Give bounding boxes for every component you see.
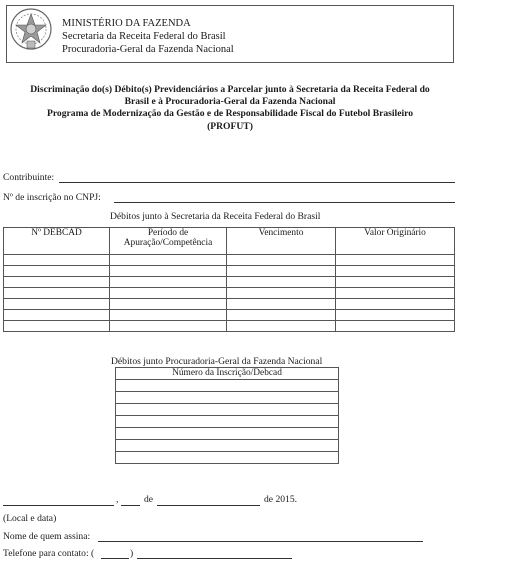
contribuinte-label: Contribuinte: xyxy=(3,172,55,183)
table-row[interactable] xyxy=(4,277,455,288)
ddd-field[interactable] xyxy=(101,558,129,559)
col-valor: Valor Originário xyxy=(336,228,455,255)
col-numero-inscricao: Número da Inscrição/Debcad xyxy=(116,368,339,380)
day-field[interactable] xyxy=(121,505,140,506)
title-line-1: Discriminação do(s) Débito(s) Previdenciários a Parcelar junto à Secretaria da Receita Federal do xyxy=(30,84,430,95)
coat-of-arms-icon xyxy=(8,6,54,52)
nome-field[interactable] xyxy=(98,541,423,542)
table-row[interactable] xyxy=(116,428,339,440)
telefone-close-paren: ) xyxy=(130,548,134,559)
contribuinte-field[interactable] xyxy=(59,182,455,183)
table-row[interactable] xyxy=(4,321,455,332)
table-header-row xyxy=(4,228,455,255)
col-periodo xyxy=(110,228,227,255)
year-label: de 2015. xyxy=(264,494,298,505)
table-row[interactable] xyxy=(4,288,455,299)
title-line-3: Programa de Modernização da Gestão e de Responsabilidade Fiscal do Futebol Brasileiro xyxy=(46,108,414,120)
table-row[interactable] xyxy=(116,392,339,404)
secretaria-name: Secretaria da Receita Federal do Brasil xyxy=(62,31,226,42)
ministry-name: MINISTÉRIO DA FAZENDA xyxy=(62,18,191,29)
table-header-row xyxy=(116,368,339,380)
table-row[interactable] xyxy=(4,299,455,310)
col-debcad: Nº DEBCAD xyxy=(4,228,110,255)
table-row[interactable] xyxy=(116,452,339,464)
pgfn-table-caption: Débitos junto Procuradoria-Geral da Fazenda Nacional xyxy=(111,356,323,367)
pgfn-debts-table xyxy=(115,367,339,464)
table-row[interactable] xyxy=(4,255,455,266)
table-row[interactable] xyxy=(116,416,339,428)
table-row[interactable] xyxy=(116,404,339,416)
local-field[interactable] xyxy=(3,505,114,506)
month-field[interactable] xyxy=(157,505,260,506)
title-line-2: Brasil e à Procuradoria-Geral da Fazenda Nacional xyxy=(124,96,336,108)
telefone-field[interactable] xyxy=(137,558,292,559)
telefone-label: Telefone para contato: ( xyxy=(3,548,95,559)
table-row[interactable] xyxy=(4,310,455,321)
comma-separator: , xyxy=(116,494,119,505)
local-data-label: (Local e data) xyxy=(3,513,57,524)
col-periodo-line-2: Apuração/Competência xyxy=(123,238,213,248)
cnpj-label: Nº de inscrição no CNPJ: xyxy=(3,192,101,203)
table-row[interactable] xyxy=(116,440,339,452)
table-row[interactable] xyxy=(4,266,455,277)
col-periodo-line-1: Período de xyxy=(147,228,189,238)
document-title xyxy=(0,84,460,133)
de-label: de xyxy=(144,494,154,505)
table-row[interactable] xyxy=(116,380,339,392)
cnpj-field[interactable] xyxy=(114,202,455,203)
procuradoria-name: Procuradoria-Geral da Fazenda Nacional xyxy=(62,44,234,55)
nome-label: Nome de quem assina: xyxy=(3,531,91,542)
rfb-debts-table xyxy=(3,227,455,332)
col-vencimento: Vencimento xyxy=(227,228,336,255)
rfb-table-caption: Débitos junto à Secretaria da Receita Federal do Brasil xyxy=(110,211,321,222)
title-line-4: (PROFUT) xyxy=(207,120,253,132)
